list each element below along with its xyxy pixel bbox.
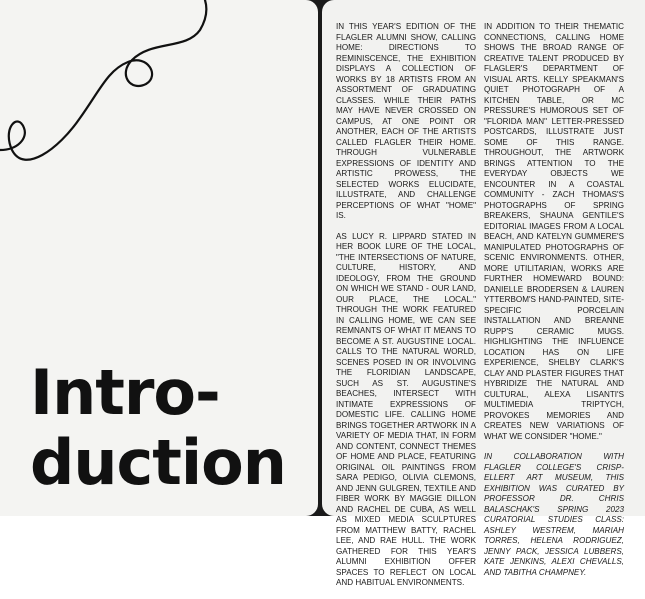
- paragraph: IN ADDITION TO THEIR THEMATIC CONNECTIONS, CALLING HOME SHOWS THE BROAD RANGE OF CREATIVE TALENT PRODUCED BY FLAGLER'S DEPARTMENT OF VISUAL ARTS. KELLY SPEAKMAN'S QUIET PHOTOGRAPH OF A KITCHEN TABLE, OR MC PRESSURE'S HUMOROUS SET OF "FLORIDA MAN" LETTER-PRESSED POSTCARDS, ILLUSTRATE JUST SOME OF THIS RANGE. THROUGHOUT, THE ARTWORK BRINGS ATTENTION TO THE EVERYDAY OBJECTS WE ENCOUNTER IN A COASTAL COMMUNITY - ZACH THOMAS'S PHOTOGRAPHS OF SPRING BREAKERS, SHAUNA GENTILE'S EDITORIAL IMAGES FROM A LOCAL BEACH, AND KATELYN GUMMERE'S MANIPULATED PHOTOGRAPHS OF SCENIC ENVIRONMENTS. OTHER, MORE UTILITARIAN, WORKS ARE FURTHER HOMEWARD BOUND: DANIELLE BRODERSEN & LAUREN YTTERBOM'S HAND-PAINTED, SITE-SPECIFIC PORCELAIN INSTALLATION AND BREANNE RUPP'S CERAMIC MUGS. HIGHLIGHTING THE INFLUENCE LOCATION HAS ON LIFE EXPERIENCE, SHELBY CLARK'S CLAY AND PLASTER FIGURES THAT HYBRIDIZE THE NATURAL AND CULTURAL, ALEXA LISANTI'S MULTIMEDIA TRIPTYCH, PROVOKES MEMORIES AND CREATES NEW VARIATIONS OF WHAT WE CONSIDER "HOME.": [484, 22, 624, 441]
- paragraph: AS LUCY R. LIPPARD STATED IN HER BOOK LURE OF THE LOCAL, "THE INTERSECTIONS OF NATURE, CULTURE, HISTORY, AND IDEOLOGY, FROM THE GROUND ON WHICH WE STAND - OUR LAND, OUR PLACE, THE LOCAL." THROUGH THE WORK FEATURED IN CALLING HOME, WE CAN SEE REMNANTS OF WHAT IT MEANS TO BECOME A ST. AUGUSTINE LOCAL. CALLS TO THE NATURAL WORLD, SCENES POSED IN OR INVOLVING THE FLORIDIAN LANDSCAPE, SUCH AS ST. AUGUSTINE'S BEACHES, INTERSECT WITH INTIMATE EXPRESSIONS OF DOMESTIC LIFE. CALLING HOME BRINGS TOGETHER ARTWORK IN A VARIETY OF MEDIA THAT, IN FORM AND CONTENT, CONNECT THEMES OF HOME AND PLACE, FEATURING ORIGINAL OIL PAINTINGS FROM SARA PEDIGO, OLIVIA CLEMONS, AND JENN GULGREN, TEXTILE AND FIBER WORK BY MAGGIE DILLON AND RACHEL DE CUBA, AS WELL AS MIXED MEDIA SCULPTURES FROM MATTHEW BATTY, RACHEL LEE, AND RAE HULL. THE WORK GATHERED FOR THIS YEAR'S ALUMNI EXHIBITION OFFER SPACES TO REFLECT ON LOCAL AND HABITUAL ENVIRONMENTS.: [336, 231, 476, 587]
- left-page: [0, 0, 318, 516]
- curator-credits: IN COLLABORATION WITH FLAGLER COLLEGE'S CRISP-ELLERT ART MUSEUM, THIS EXHIBITION WAS CURATED BY PROFESSOR DR. CHRIS BALASCHAK'S SPRING 2023 CURATORIAL STUDIES CLASS: ASHLEY WESTREM, MARIAH TORRES, HELENA RODRIGUEZ, JENNY PACK, JESSICA LUBBERS, KATE JENKINS, ALEXI CHEVALLS, AND TABITHA CHAMPNEY.: [484, 452, 624, 577]
- title-line-2: duction: [30, 426, 286, 499]
- title-line-1: Intro-: [30, 356, 220, 429]
- text-column-2: [484, 22, 624, 588]
- page-title: [30, 358, 286, 498]
- paragraph: IN THIS YEAR'S EDITION OF THE FLAGLER ALUMNI SHOW, CALLING HOME: DIRECTIONS TO REMINISCENCE, THE EXHIBITION DISPLAYS A COLLECTION OF WORKS BY 18 ARTISTS FROM AN ASSORTMENT OF GRADUATING CLASSES. WHILE THEIR PATHS MAY HAVE NEVER CROSSED ON CAMPUS, AT ONE POINT OR ANOTHER, EACH OF THE ARTISTS CALLED FLAGLER THEIR HOME. THROUGH VULNERABLE EXPRESSIONS OF IDENTITY AND ARTISTIC PROWESS, THE SELECTED WORKS ELUCIDATE, ILLUSTRATE, AND CHALLENGE PERCEPTIONS OF WHAT "HOME" IS.: [336, 22, 476, 220]
- text-column-1: [336, 22, 476, 599]
- squiggle-line-decoration: [0, 0, 318, 240]
